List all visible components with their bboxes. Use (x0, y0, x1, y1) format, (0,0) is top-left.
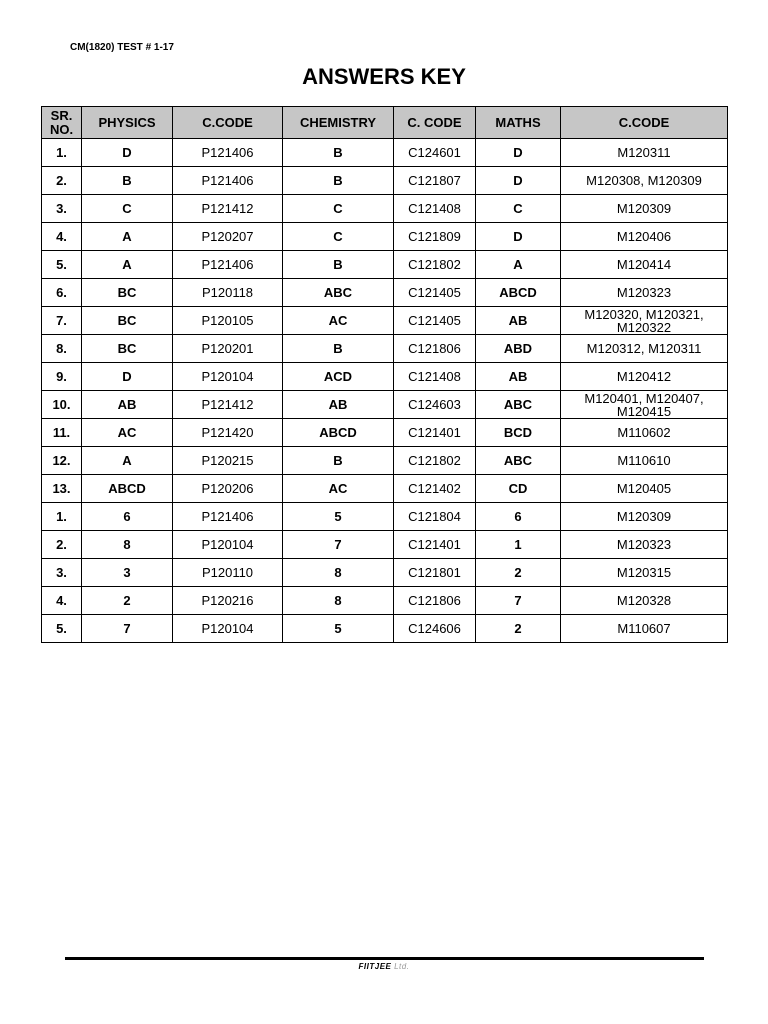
table-row (42, 503, 728, 531)
chemistry-answer-cell: 5 (283, 615, 394, 643)
chemistry-code-cell: C121402 (394, 475, 476, 503)
sr-no-cell: 5. (42, 615, 82, 643)
physics-code-cell: P120104 (173, 363, 283, 391)
physics-code-cell: P120206 (173, 475, 283, 503)
column-header-chemistry: CHEMISTRY (283, 107, 394, 139)
maths-answer-cell: D (476, 223, 561, 251)
maths-code-cell: M120309 (561, 195, 728, 223)
chemistry-answer-cell: AC (283, 475, 394, 503)
chemistry-answer-cell: ACD (283, 363, 394, 391)
physics-code-cell: P121406 (173, 251, 283, 279)
table-row (42, 419, 728, 447)
chemistry-code-cell: C121807 (394, 167, 476, 195)
chemistry-code-cell: C121804 (394, 503, 476, 531)
table-row (42, 251, 728, 279)
table-row (42, 475, 728, 503)
physics-answer-cell: BC (82, 307, 173, 335)
maths-code-cell: M120323 (561, 279, 728, 307)
table-row (42, 559, 728, 587)
footer-brand-suffix: Ltd. (394, 962, 410, 971)
physics-answer-cell: A (82, 223, 173, 251)
chemistry-answer-cell: AB (283, 391, 394, 419)
sr-no-cell: 3. (42, 195, 82, 223)
maths-code-cell: M120308, M120309 (561, 167, 728, 195)
table-row (42, 279, 728, 307)
maths-code-cell: M120328 (561, 587, 728, 615)
physics-answer-cell: B (82, 167, 173, 195)
chemistry-code-cell: C121801 (394, 559, 476, 587)
chemistry-answer-cell: 5 (283, 503, 394, 531)
maths-code-cell: M120406 (561, 223, 728, 251)
maths-answer-cell: A (476, 251, 561, 279)
physics-answer-cell: D (82, 139, 173, 167)
sr-no-cell: 12. (42, 447, 82, 475)
maths-answer-cell: BCD (476, 419, 561, 447)
column-header-physics-code: C.CODE (173, 107, 283, 139)
physics-code-cell: P121406 (173, 167, 283, 195)
chemistry-code-cell: C124601 (394, 139, 476, 167)
physics-code-cell: P120105 (173, 307, 283, 335)
chemistry-answer-cell: B (283, 139, 394, 167)
maths-answer-cell: 2 (476, 559, 561, 587)
sr-no-cell: 1. (42, 139, 82, 167)
maths-answer-cell: D (476, 139, 561, 167)
physics-answer-cell: D (82, 363, 173, 391)
chemistry-code-cell: C121401 (394, 531, 476, 559)
chemistry-code-cell: C121408 (394, 363, 476, 391)
table-row (42, 531, 728, 559)
physics-code-cell: P121412 (173, 195, 283, 223)
sr-no-cell: 3. (42, 559, 82, 587)
physics-answer-cell: BC (82, 335, 173, 363)
table-row (42, 167, 728, 195)
chemistry-answer-cell: B (283, 335, 394, 363)
maths-code-cell: M120405 (561, 475, 728, 503)
table-row (42, 195, 728, 223)
maths-answer-cell: ABC (476, 391, 561, 419)
footer-logo (0, 962, 768, 971)
physics-answer-cell: A (82, 447, 173, 475)
sr-no-cell: 1. (42, 503, 82, 531)
physics-answer-cell: A (82, 251, 173, 279)
table-row (42, 363, 728, 391)
footer-divider (65, 957, 704, 960)
maths-answer-cell: AB (476, 307, 561, 335)
sr-no-cell: 2. (42, 167, 82, 195)
maths-code-cell: M120309 (561, 503, 728, 531)
maths-code-cell: M120312, M120311 (561, 335, 728, 363)
physics-answer-cell: AB (82, 391, 173, 419)
sr-no-cell: 9. (42, 363, 82, 391)
maths-answer-cell: CD (476, 475, 561, 503)
maths-answer-cell: 6 (476, 503, 561, 531)
sr-no-cell: 7. (42, 307, 82, 335)
maths-code-cell: M120323 (561, 531, 728, 559)
sr-no-cell: 8. (42, 335, 82, 363)
chemistry-answer-cell: 8 (283, 587, 394, 615)
sr-no-cell: 4. (42, 587, 82, 615)
table-row (42, 223, 728, 251)
column-header-physics: PHYSICS (82, 107, 173, 139)
column-header-maths-code: C.CODE (561, 107, 728, 139)
table-row (42, 307, 728, 335)
physics-code-cell: P121412 (173, 391, 283, 419)
chemistry-code-cell: C124606 (394, 615, 476, 643)
chemistry-code-cell: C121802 (394, 447, 476, 475)
maths-answer-cell: 1 (476, 531, 561, 559)
physics-code-cell: P120118 (173, 279, 283, 307)
maths-code-cell: M120401, M120407, M120415 (561, 391, 728, 419)
maths-code-cell: M120315 (561, 559, 728, 587)
chemistry-answer-cell: B (283, 447, 394, 475)
physics-answer-cell: 7 (82, 615, 173, 643)
chemistry-code-cell: C121401 (394, 419, 476, 447)
maths-answer-cell: ABCD (476, 279, 561, 307)
sr-no-cell: 4. (42, 223, 82, 251)
physics-code-cell: P120216 (173, 587, 283, 615)
chemistry-answer-cell: B (283, 167, 394, 195)
physics-answer-cell: 8 (82, 531, 173, 559)
maths-answer-cell: D (476, 167, 561, 195)
chemistry-code-cell: C121806 (394, 587, 476, 615)
physics-code-cell: P121420 (173, 419, 283, 447)
sr-no-cell: 6. (42, 279, 82, 307)
maths-answer-cell: 2 (476, 615, 561, 643)
physics-code-cell: P120207 (173, 223, 283, 251)
test-code: CM(1820) TEST # 1-17 (70, 42, 174, 53)
chemistry-answer-cell: B (283, 251, 394, 279)
column-header-sr-no: SR. NO. (42, 107, 82, 139)
sr-no-cell: 2. (42, 531, 82, 559)
sr-no-cell: 11. (42, 419, 82, 447)
chemistry-code-cell: C124603 (394, 391, 476, 419)
maths-answer-cell: AB (476, 363, 561, 391)
physics-code-cell: P121406 (173, 503, 283, 531)
sr-no-cell: 13. (42, 475, 82, 503)
column-header-chemistry-code: C. CODE (394, 107, 476, 139)
answer-key-table (41, 106, 728, 643)
chemistry-code-cell: C121806 (394, 335, 476, 363)
maths-code-cell: M110602 (561, 419, 728, 447)
page-title: ANSWERS KEY (302, 64, 466, 89)
physics-code-cell: P120104 (173, 615, 283, 643)
physics-answer-cell: 6 (82, 503, 173, 531)
physics-code-cell: P121406 (173, 139, 283, 167)
physics-answer-cell: 3 (82, 559, 173, 587)
physics-answer-cell: ABCD (82, 475, 173, 503)
maths-code-cell: M110607 (561, 615, 728, 643)
maths-code-cell: M120414 (561, 251, 728, 279)
maths-code-cell: M120412 (561, 363, 728, 391)
chemistry-code-cell: C121408 (394, 195, 476, 223)
chemistry-answer-cell: AC (283, 307, 394, 335)
chemistry-code-cell: C121405 (394, 279, 476, 307)
maths-answer-cell: ABD (476, 335, 561, 363)
table-row (42, 335, 728, 363)
physics-answer-cell: 2 (82, 587, 173, 615)
maths-code-cell: M110610 (561, 447, 728, 475)
physics-answer-cell: AC (82, 419, 173, 447)
chemistry-code-cell: C121405 (394, 307, 476, 335)
chemistry-answer-cell: 7 (283, 531, 394, 559)
maths-answer-cell: ABC (476, 447, 561, 475)
table-row (42, 391, 728, 419)
column-header-maths: MATHS (476, 107, 561, 139)
chemistry-answer-cell: C (283, 195, 394, 223)
chemistry-answer-cell: 8 (283, 559, 394, 587)
chemistry-answer-cell: ABCD (283, 419, 394, 447)
sr-no-cell: 5. (42, 251, 82, 279)
chemistry-answer-cell: ABC (283, 279, 394, 307)
physics-code-cell: P120201 (173, 335, 283, 363)
table-row (42, 139, 728, 167)
chemistry-code-cell: C121802 (394, 251, 476, 279)
physics-code-cell: P120110 (173, 559, 283, 587)
physics-answer-cell: C (82, 195, 173, 223)
table-header-row (42, 107, 728, 139)
maths-answer-cell: 7 (476, 587, 561, 615)
physics-code-cell: P120215 (173, 447, 283, 475)
table-row (42, 447, 728, 475)
table-row (42, 615, 728, 643)
footer-brand: FIITJEE (358, 962, 392, 971)
chemistry-code-cell: C121809 (394, 223, 476, 251)
chemistry-answer-cell: C (283, 223, 394, 251)
maths-code-cell: M120311 (561, 139, 728, 167)
table-row (42, 587, 728, 615)
physics-code-cell: P120104 (173, 531, 283, 559)
physics-answer-cell: BC (82, 279, 173, 307)
sr-no-cell: 10. (42, 391, 82, 419)
maths-code-cell: M120320, M120321, M120322 (561, 307, 728, 335)
maths-answer-cell: C (476, 195, 561, 223)
